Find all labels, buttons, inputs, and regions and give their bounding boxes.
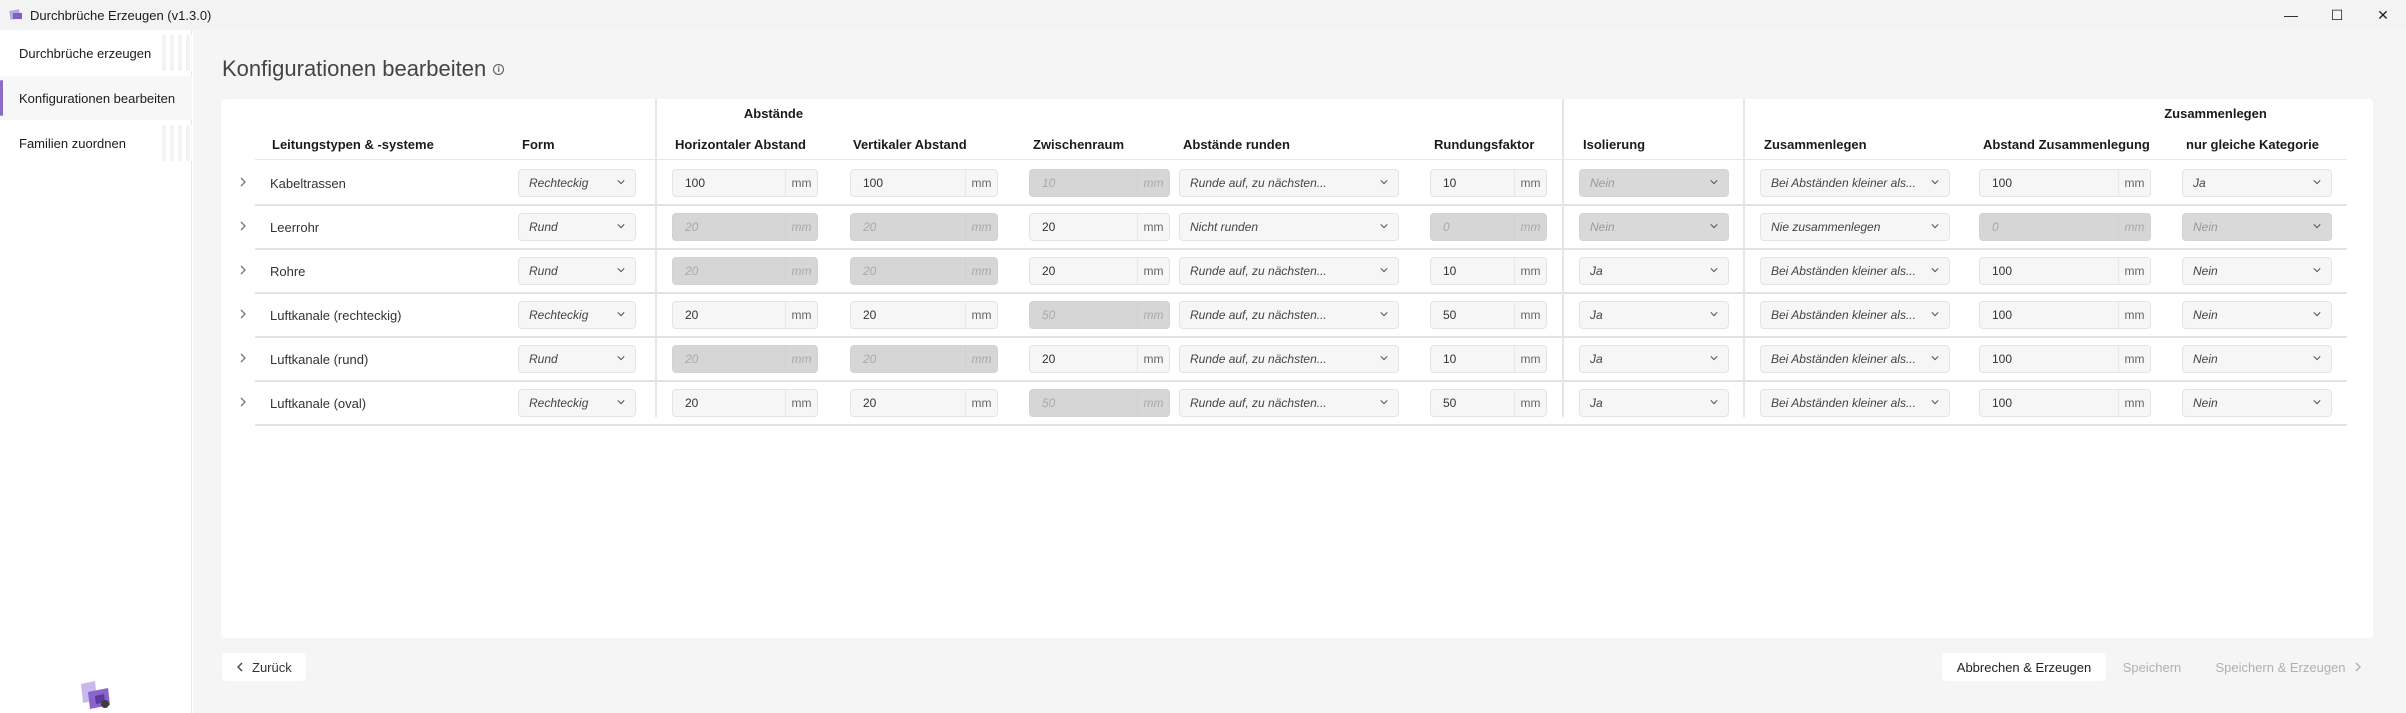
insulation-dropdown[interactable]: Ja: [1579, 389, 1729, 417]
nav-decoration: [162, 35, 192, 71]
row-name: Luftkanale (rund): [270, 351, 369, 367]
back-button[interactable]: Zurück: [222, 653, 306, 681]
chevron-down-icon: [2313, 222, 2321, 230]
chevron-down-icon: [1931, 310, 1939, 318]
rounding-factor-field[interactable]: 10 mm: [1430, 169, 1547, 197]
form-dropdown[interactable]: Rechteckig: [518, 389, 636, 417]
close-button[interactable]: [2360, 0, 2406, 30]
rounding-dropdown[interactable]: Runde auf, zu nächsten...: [1179, 301, 1399, 329]
chevron-down-icon: [617, 398, 625, 406]
insulation-dropdown[interactable]: Nein: [1579, 213, 1729, 241]
form-dropdown[interactable]: Rechteckig: [518, 301, 636, 329]
insulation-dropdown[interactable]: Ja: [1579, 301, 1729, 329]
spacing-field[interactable]: 50 mm: [1029, 389, 1170, 417]
spacing-field[interactable]: 20 mm: [1029, 213, 1170, 241]
rounding-dropdown[interactable]: Runde auf, zu nächsten...: [1179, 169, 1399, 197]
rounding-dropdown[interactable]: Runde auf, zu nächsten...: [1179, 345, 1399, 373]
chevron-down-icon: [2313, 398, 2321, 406]
chevron-down-icon: [1710, 266, 1718, 274]
col-header-zusammenlegen: Zusammenlegen: [1764, 136, 1867, 152]
expand-chevron-icon[interactable]: [239, 220, 249, 232]
chevron-down-icon: [617, 178, 625, 186]
header-divider: [255, 159, 2347, 160]
insulation-dropdown[interactable]: Ja: [1579, 257, 1729, 285]
expand-chevron-icon[interactable]: [239, 352, 249, 364]
spacing-field[interactable]: 20 mm: [1029, 257, 1170, 285]
main-content: [193, 30, 2406, 713]
horizontal-distance-field[interactable]: 20 mm: [672, 301, 818, 329]
vertical-distance-field[interactable]: 20 mm: [850, 345, 998, 373]
col-header-isolierung: Isolierung: [1583, 136, 1646, 152]
expand-chevron-icon[interactable]: [239, 176, 249, 188]
row-name: Rohre: [270, 263, 306, 279]
spacing-field[interactable]: 10 mm: [1029, 169, 1170, 197]
chevron-down-icon: [1710, 398, 1718, 406]
chevron-down-icon: [617, 310, 625, 318]
chevron-down-icon: [617, 222, 625, 230]
merge-distance-field[interactable]: 100 mm: [1979, 169, 2151, 197]
table-row: [221, 249, 2373, 293]
chevron-down-icon: [1710, 354, 1718, 362]
vertical-distance-field[interactable]: 20 mm: [850, 257, 998, 285]
col-header-zwischenraum: Zwischenraum: [1033, 136, 1125, 152]
page-title: Konfigurationen bearbeiten i: [222, 56, 504, 82]
config-table: [221, 99, 2373, 638]
form-dropdown[interactable]: Rund: [518, 213, 636, 241]
chevron-right-icon: [2354, 662, 2362, 672]
table-row: [221, 161, 2373, 205]
chevron-down-icon: [2313, 310, 2321, 318]
chevron-down-icon: [1931, 398, 1939, 406]
merge-distance-field[interactable]: 100 mm: [1979, 345, 2151, 373]
rounding-dropdown[interactable]: Runde auf, zu nächsten...: [1179, 389, 1399, 417]
col-header-runden: Abstände runden: [1183, 136, 1290, 152]
expand-chevron-icon[interactable]: [239, 308, 249, 320]
chevron-down-icon: [1710, 178, 1718, 186]
chevron-left-icon: [236, 662, 244, 672]
merge-distance-field[interactable]: 100 mm: [1979, 257, 2151, 285]
group-header-abstaende: Abstände: [743, 105, 804, 121]
title-bar: [0, 0, 2406, 30]
chevron-down-icon: [1710, 222, 1718, 230]
row-name: Luftkanale (oval): [270, 395, 367, 411]
merge-dropdown[interactable]: Bei Abständen kleiner als...: [1760, 169, 1950, 197]
chevron-down-icon: [1710, 310, 1718, 318]
table-row: [221, 337, 2373, 381]
chevron-down-icon: [1380, 354, 1388, 362]
minimize-icon: —: [2284, 7, 2298, 23]
rounding-factor-field[interactable]: 10 mm: [1430, 345, 1547, 373]
chevron-down-icon: [1380, 310, 1388, 318]
table-row: [221, 293, 2373, 337]
col-header-vertikal: Vertikaler Abstand: [853, 136, 967, 152]
merge-dropdown[interactable]: Nie zusammenlegen: [1760, 213, 1950, 241]
maximize-icon: ☐: [2330, 6, 2344, 23]
rounding-dropdown[interactable]: Nicht runden: [1179, 213, 1399, 241]
chevron-down-icon: [2313, 178, 2321, 186]
rounding-factor-field[interactable]: 10 mm: [1430, 257, 1547, 285]
same-category-dropdown[interactable]: Ja: [2182, 169, 2332, 197]
save-create-button[interactable]: Speichern & Erzeugen: [2206, 653, 2371, 681]
rounding-factor-field[interactable]: 0 mm: [1430, 213, 1547, 241]
row-name: Leerrohr: [270, 219, 320, 235]
nav-decoration: [162, 125, 192, 161]
form-dropdown[interactable]: Rechteckig: [518, 169, 636, 197]
horizontal-distance-field[interactable]: 20 mm: [672, 257, 818, 285]
horizontal-distance-field[interactable]: 20 mm: [672, 389, 818, 417]
col-header-abstand-zusammenlegung: Abstand Zusammenlegung: [1983, 136, 2150, 152]
vertical-distance-field[interactable]: 20 mm: [850, 301, 998, 329]
save-button[interactable]: Speichern: [2122, 659, 2182, 675]
table-row: [221, 381, 2373, 425]
merge-dropdown[interactable]: Bei Abständen kleiner als...: [1760, 389, 1950, 417]
merge-distance-field[interactable]: 0 mm: [1979, 213, 2151, 241]
app-icon: [8, 7, 24, 23]
app-logo-icon: [78, 678, 114, 713]
col-header-gleiche-kategorie: nur gleiche Kategorie: [2186, 136, 2319, 152]
rounding-dropdown[interactable]: Runde auf, zu nächsten...: [1179, 257, 1399, 285]
merge-dropdown[interactable]: Bei Abständen kleiner als...: [1760, 345, 1950, 373]
maximize-button[interactable]: [2314, 0, 2360, 30]
merge-distance-field[interactable]: 100 mm: [1979, 389, 2151, 417]
insulation-dropdown[interactable]: Nein: [1579, 169, 1729, 197]
window-title: Durchbrüche Erzeugen (v1.3.0): [30, 7, 212, 23]
same-category-dropdown[interactable]: Nein: [2182, 389, 2332, 417]
chevron-down-icon: [1931, 178, 1939, 186]
sidebar-item-durchbrueche-erzeugen[interactable]: [0, 31, 192, 75]
chevron-down-icon: [1931, 222, 1939, 230]
chevron-down-icon: [1380, 178, 1388, 186]
same-category-dropdown[interactable]: Nein: [2182, 345, 2332, 373]
chevron-down-icon: [2313, 354, 2321, 362]
sidebar-item-familien-zuordnen[interactable]: [0, 121, 192, 165]
expand-chevron-icon[interactable]: [239, 264, 249, 276]
chevron-down-icon: [1380, 398, 1388, 406]
same-category-dropdown[interactable]: Nein: [2182, 257, 2332, 285]
group-header-zusammenlegen: Zusammenlegen: [2164, 105, 2267, 121]
spacing-field[interactable]: 50 mm: [1029, 301, 1170, 329]
merge-dropdown[interactable]: Bei Abständen kleiner als...: [1760, 257, 1950, 285]
cancel-create-button[interactable]: Abbrechen & Erzeugen: [1942, 653, 2106, 681]
close-icon: ✕: [2377, 6, 2389, 23]
form-dropdown[interactable]: Rund: [518, 345, 636, 373]
sidebar-item-label: Familien zuordnen: [19, 135, 126, 151]
same-category-dropdown[interactable]: Nein: [2182, 213, 2332, 241]
sidebar: [0, 30, 192, 713]
chevron-down-icon: [1931, 354, 1939, 362]
chevron-down-icon: [1380, 222, 1388, 230]
horizontal-distance-field[interactable]: 100 mm: [672, 169, 818, 197]
chevron-down-icon: [617, 354, 625, 362]
sidebar-item-label: Durchbrüche erzeugen: [19, 45, 152, 61]
chevron-down-icon: [617, 266, 625, 274]
insulation-dropdown[interactable]: Ja: [1579, 345, 1729, 373]
row-name: Kabeltrassen: [270, 175, 346, 191]
col-header-form: Form: [522, 136, 555, 152]
form-dropdown[interactable]: Rund: [518, 257, 636, 285]
rounding-factor-field[interactable]: 50 mm: [1430, 389, 1547, 417]
vertical-distance-field[interactable]: 20 mm: [850, 389, 998, 417]
minimize-button[interactable]: [2268, 0, 2314, 30]
spacing-field[interactable]: 20 mm: [1029, 345, 1170, 373]
sidebar-item-label: Konfigurationen bearbeiten: [19, 90, 176, 106]
chevron-down-icon: [1380, 266, 1388, 274]
col-header-rundungsfaktor: Rundungsfaktor: [1434, 136, 1535, 152]
col-header-name: Leitungstypen & -systeme: [272, 136, 434, 152]
merge-distance-field[interactable]: 100 mm: [1979, 301, 2151, 329]
same-category-dropdown[interactable]: Nein: [2182, 301, 2332, 329]
row-divider: [255, 424, 2347, 426]
merge-dropdown[interactable]: Bei Abständen kleiner als...: [1760, 301, 1950, 329]
vertical-distance-field[interactable]: 20 mm: [850, 213, 998, 241]
horizontal-distance-field[interactable]: 20 mm: [672, 213, 818, 241]
col-header-horizontal: Horizontaler Abstand: [675, 136, 806, 152]
row-name: Luftkanale (rechteckig): [270, 307, 402, 323]
vertical-distance-field[interactable]: 100 mm: [850, 169, 998, 197]
info-icon[interactable]: i: [493, 64, 504, 75]
sidebar-item-konfigurationen-bearbeiten[interactable]: [0, 76, 192, 120]
expand-chevron-icon[interactable]: [239, 396, 249, 408]
chevron-down-icon: [1931, 266, 1939, 274]
chevron-down-icon: [2313, 266, 2321, 274]
table-row: [221, 205, 2373, 249]
rounding-factor-field[interactable]: 50 mm: [1430, 301, 1547, 329]
horizontal-distance-field[interactable]: 20 mm: [672, 345, 818, 373]
